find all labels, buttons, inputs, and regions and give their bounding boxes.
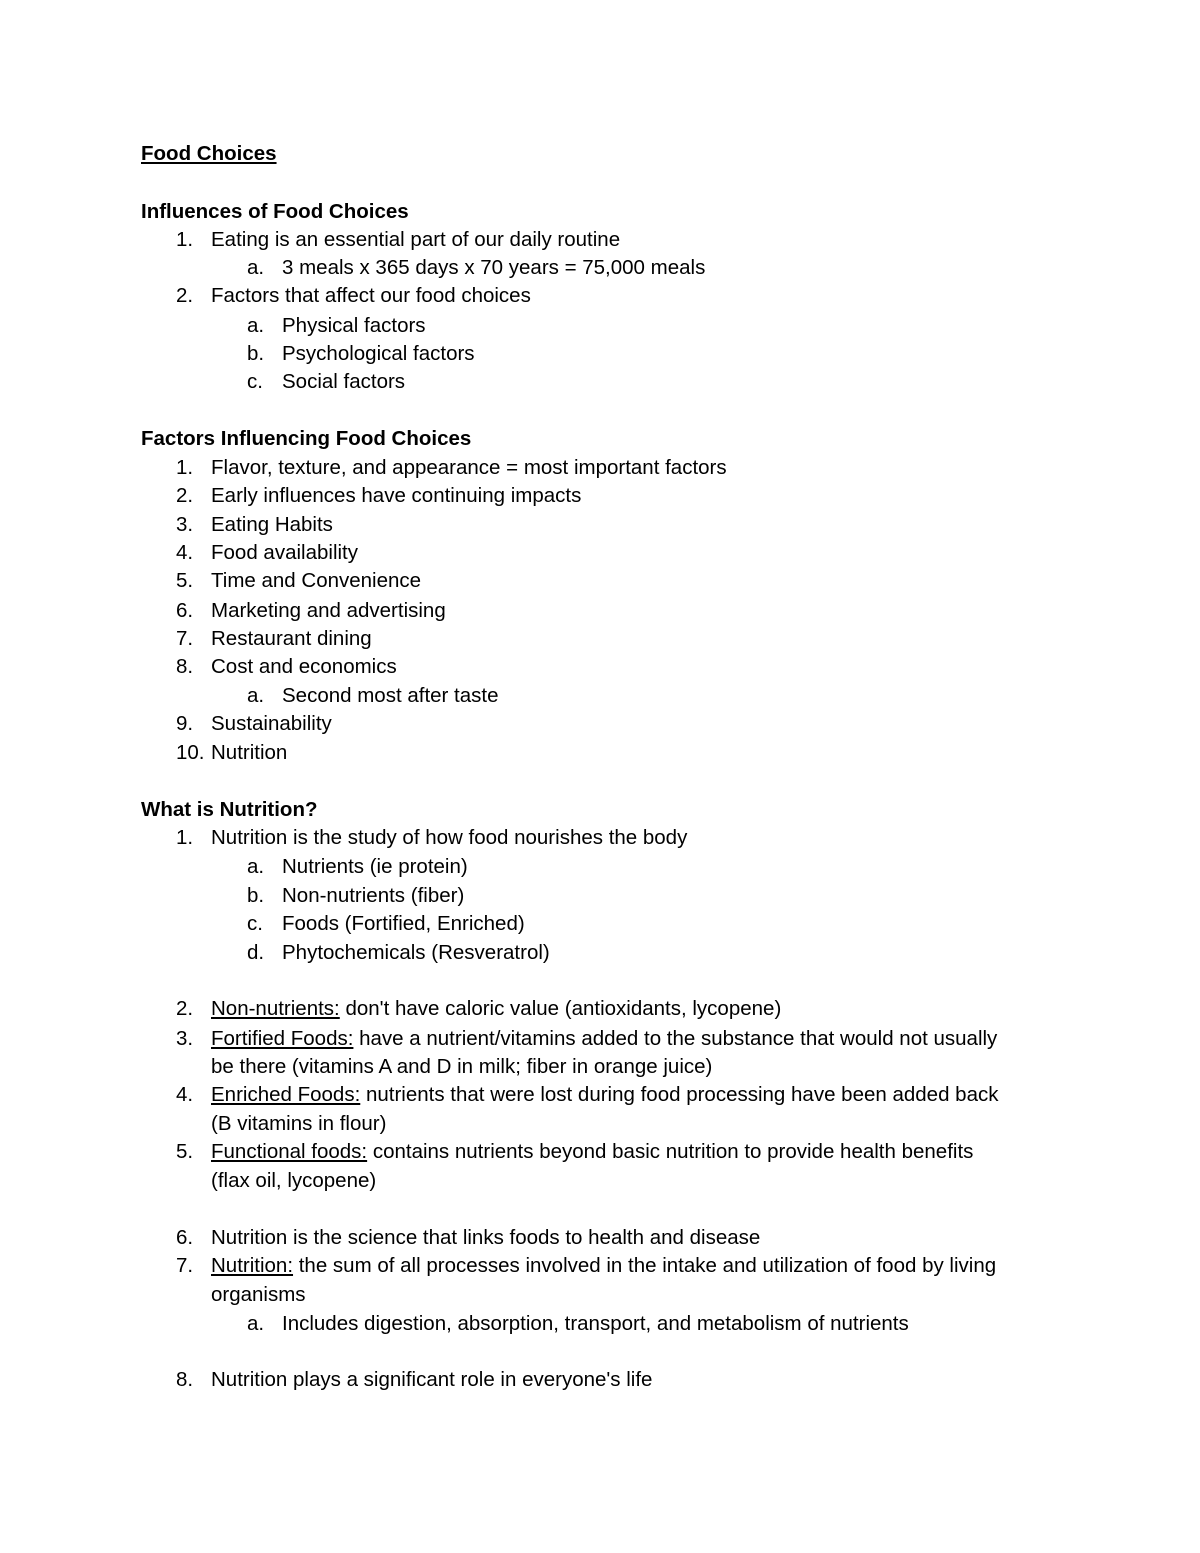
section-heading-nutrition: What is Nutrition? (141, 798, 318, 821)
section-heading-factors: Factors Influencing Food Choices (141, 427, 472, 450)
definition-text: the sum of all processes involved in the intake and utilization of food by living (293, 1254, 997, 1277)
sublist-item: Phytochemicals (Resveratrol) (282, 941, 550, 964)
list-item: Sustainability (211, 712, 332, 735)
definition-continuation: (B vitamins in flour) (211, 1112, 387, 1135)
sublist-letter: a. (247, 1312, 265, 1335)
definition-term: Non-nutrients: (211, 997, 340, 1020)
list-item-definition (211, 1138, 973, 1166)
list-number: 9. (176, 712, 194, 735)
definition-term: Enriched Foods: (211, 1083, 361, 1106)
list-number: 10. (176, 741, 205, 764)
definition-text: nutrients that were lost during food processing have been added back (360, 1083, 999, 1106)
list-number: 2. (176, 284, 194, 307)
list-item: Nutrition is the science that links foods to health and disease (211, 1226, 761, 1249)
sublist-letter: d. (247, 941, 265, 964)
list-number: 4. (176, 1083, 194, 1106)
list-item-definition (211, 1081, 998, 1109)
list-item: Flavor, texture, and appearance = most important factors (211, 456, 727, 479)
list-item-definition (211, 995, 781, 1023)
sublist-letter: b. (247, 884, 265, 907)
sublist-item: 3 meals x 365 days x 70 years = 75,000 meals (282, 256, 706, 279)
list-item: Factors that affect our food choices (211, 284, 531, 307)
list-number: 3. (176, 1027, 194, 1050)
definition-continuation: be there (vitamins A and D in milk; fiber in orange juice) (211, 1055, 713, 1078)
sublist-item: Physical factors (282, 314, 426, 337)
list-number: 6. (176, 1226, 194, 1249)
list-item: Marketing and advertising (211, 599, 446, 622)
list-item: Cost and economics (211, 655, 397, 678)
list-number: 1. (176, 826, 194, 849)
definition-term: Functional foods: (211, 1140, 368, 1163)
sublist-item: Non-nutrients (fiber) (282, 884, 465, 907)
sublist-item: Second most after taste (282, 684, 499, 707)
list-number: 2. (176, 997, 194, 1020)
list-number: 2. (176, 484, 194, 507)
sublist-item: Psychological factors (282, 342, 475, 365)
sublist-item: Includes digestion, absorption, transport, and metabolism of nutrients (282, 1312, 909, 1335)
list-number: 1. (176, 456, 194, 479)
list-number: 7. (176, 1254, 194, 1277)
definition-text: contains nutrients beyond basic nutrition to provide health benefits (367, 1140, 974, 1163)
sublist-item: Social factors (282, 370, 406, 393)
definition-continuation: (flax oil, lycopene) (211, 1169, 377, 1192)
list-number: 3. (176, 513, 194, 536)
list-item-definition (211, 1252, 996, 1280)
list-item: Eating is an essential part of our daily routine (211, 228, 621, 251)
sublist-letter: a. (247, 314, 265, 337)
sublist-letter: c. (247, 912, 263, 935)
list-number: 8. (176, 655, 194, 678)
definition-continuation: organisms (211, 1283, 306, 1306)
definition-term: Nutrition: (211, 1254, 294, 1277)
list-number: 5. (176, 1140, 194, 1163)
list-item: Nutrition plays a significant role in everyone's life (211, 1368, 653, 1391)
list-item-definition (211, 1025, 997, 1053)
section-heading-influences: Influences of Food Choices (141, 200, 409, 223)
list-item: Nutrition is the study of how food nourishes the body (211, 826, 688, 849)
list-number: 6. (176, 599, 194, 622)
list-item: Restaurant dining (211, 627, 372, 650)
list-number: 5. (176, 569, 194, 592)
list-number: 1. (176, 228, 194, 251)
list-number: 8. (176, 1368, 194, 1391)
definition-text: don't have caloric value (antioxidants, lycopene) (339, 997, 782, 1020)
sublist-letter: a. (247, 855, 265, 878)
sublist-letter: a. (247, 684, 265, 707)
sublist-letter: b. (247, 342, 265, 365)
sublist-letter: c. (247, 370, 263, 393)
sublist-item: Foods (Fortified, Enriched) (282, 912, 525, 935)
list-item: Nutrition (211, 741, 288, 764)
list-item: Time and Convenience (211, 569, 422, 592)
list-item: Eating Habits (211, 513, 333, 536)
definition-text: have a nutrient/vitamins added to the substance that would not usually (353, 1027, 998, 1050)
list-item: Early influences have continuing impacts (211, 484, 582, 507)
page-title: Food Choices (141, 142, 277, 165)
definition-term: Fortified Foods: (211, 1027, 354, 1050)
list-item: Food availability (211, 541, 358, 564)
sublist-letter: a. (247, 256, 265, 279)
sublist-item: Nutrients (ie protein) (282, 855, 468, 878)
list-number: 7. (176, 627, 194, 650)
list-number: 4. (176, 541, 194, 564)
